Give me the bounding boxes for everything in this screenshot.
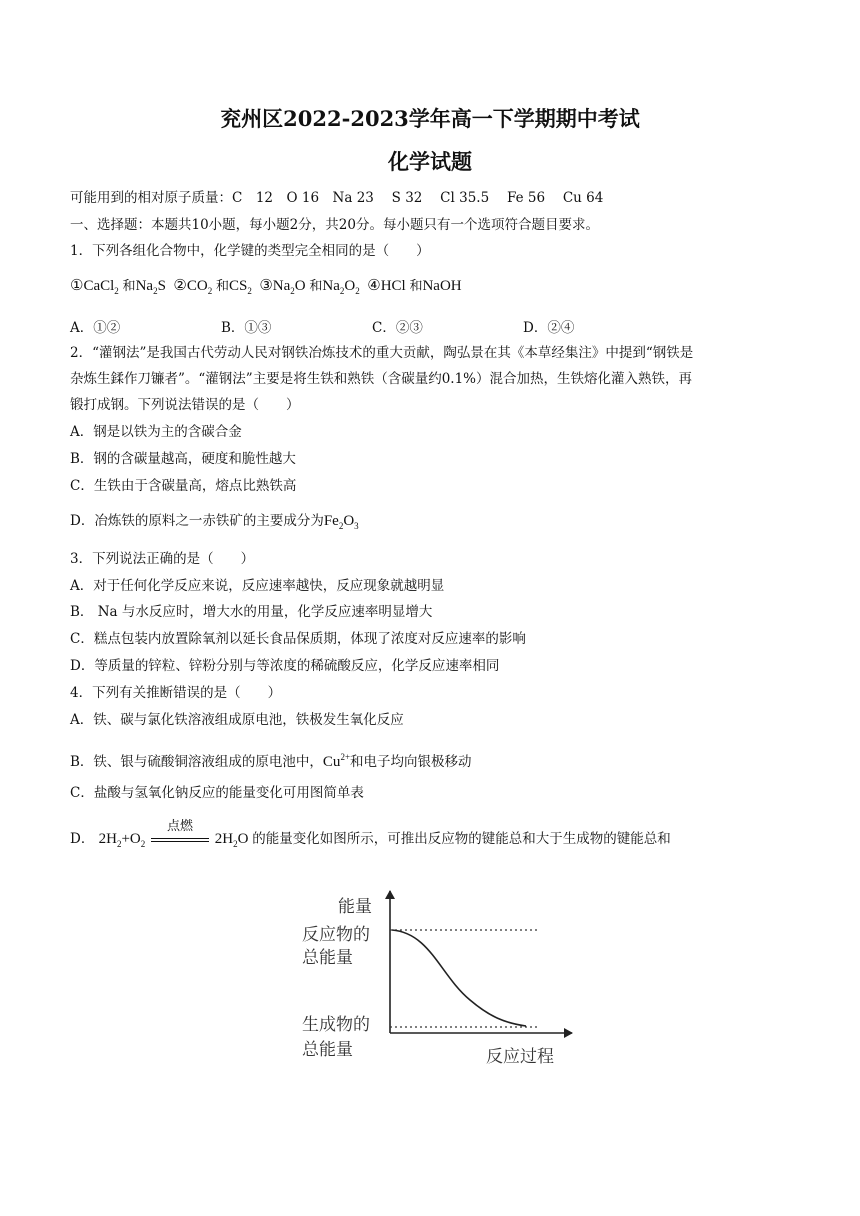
y-axis-label: 能量 bbox=[338, 897, 372, 917]
atomic-masses: 可能用到的相对原子质量：C 12 O 16 Na 23 S 32 Cl 35.5 Fe 56 Cu 64 bbox=[70, 190, 604, 206]
q2-option-a[interactable]: A．钢是以铁为主的含碳合金 bbox=[70, 424, 242, 440]
q2-stem-line2: 杂炼生鍒作刀镰者”。“灌钢法”主要是将生铁和熟铁（含碳量约0.1%）混合加热，生铁熔化灌入熟铁，再 bbox=[70, 371, 693, 387]
exam-subtitle: 化学试题 bbox=[388, 149, 472, 174]
reactant-label-line2: 总能量 bbox=[302, 948, 353, 968]
q3-option-b[interactable]: B． Na 与水反应时，增大水的用量，化学反应速率明显增大 bbox=[70, 604, 433, 620]
reaction-condition-sign: 点燃 bbox=[151, 831, 209, 849]
x-axis-label: 反应过程 bbox=[486, 1047, 554, 1067]
q1-option-a[interactable]: A．①② bbox=[70, 320, 121, 336]
q4-option-b[interactable]: B．铁、银与硫酸铜溶液组成的原电池中，$Cu^{2+}$和电子均向银极移动 bbox=[70, 752, 472, 770]
q4-option-d[interactable]: D． $2H_2+O_2$ 点燃 $2H_2O$ 的能量变化如图所示，可推出反应物的键能总和大于生成物的键能总和 bbox=[70, 817, 671, 849]
q3-option-d[interactable]: D．等质量的锌粒、锌粉分别与等浓度的稀硫酸反应，化学反应速率相同 bbox=[70, 658, 500, 674]
q1-option-d[interactable]: D．②④ bbox=[523, 320, 575, 336]
exam-title: 兖州区2022-2023学年高一下学期期中考试 bbox=[220, 106, 640, 131]
section-heading: 一、选择题：本题共10小题，每小题2分，共20分。每小题只有一个选项符合题目要求。 bbox=[70, 217, 599, 233]
q1-option-c[interactable]: C．②③ bbox=[372, 320, 423, 336]
q2-stem-line3: 锻打成钢。下列说法错误的是（ ） bbox=[70, 397, 300, 413]
q3-option-a[interactable]: A．对于任何化学反应来说，反应速率越快，反应现象就越明显 bbox=[70, 578, 445, 594]
q4-option-c[interactable]: C．盐酸与氢氧化钠反应的能量变化可用图简单表 bbox=[70, 785, 364, 801]
product-label-line2: 总能量 bbox=[302, 1040, 353, 1060]
q3-stem: 3．下列说法正确的是（ ） bbox=[70, 551, 255, 567]
q1-pairs: ①CaCl$_2$ 和$Na_2S$ $②CO_2$ 和$CS_2$ $③Na_2O$ 和$Na_2O_2$ ④HCl 和NaOH bbox=[70, 278, 462, 296]
q4-option-a[interactable]: A．铁、碳与氯化铁溶液组成原电池，铁极发生氧化反应 bbox=[70, 712, 404, 728]
combustion-equation: $2H_2+O_2$ 点燃 $2H_2O$ bbox=[98, 817, 249, 849]
q2-option-d[interactable]: D．冶炼铁的原料之一赤铁矿的主要成分为$Fe_2O_3$ bbox=[70, 513, 359, 531]
q4-stem: 4．下列有关推断错误的是（ ） bbox=[70, 685, 282, 701]
reactant-label-line1: 反应物的 bbox=[302, 925, 370, 945]
q2-option-b[interactable]: B．钢的含碳量越高，硬度和脆性越大 bbox=[70, 451, 296, 467]
q1-option-b[interactable]: B．①③ bbox=[221, 320, 272, 336]
q1-stem: 1．下列各组化合物中，化学键的类型完全相同的是（ ） bbox=[70, 243, 430, 259]
q2-option-c[interactable]: C．生铁由于含碳量高，熔点比熟铁高 bbox=[70, 478, 297, 494]
product-label-line1: 生成物的 bbox=[302, 1015, 370, 1035]
q2-stem-line1: 2．“灌钢法”是我国古代劳动人民对钢铁冶炼技术的重大贡献，陶弘景在其《本草经集注》中提到“钢铁是 bbox=[70, 345, 694, 361]
energy-curve bbox=[392, 930, 526, 1026]
energy-diagram bbox=[290, 885, 590, 1075]
q3-option-c[interactable]: C．糕点包装内放置除氧剂以延长食品保质期，体现了浓度对反应速率的影响 bbox=[70, 631, 526, 647]
